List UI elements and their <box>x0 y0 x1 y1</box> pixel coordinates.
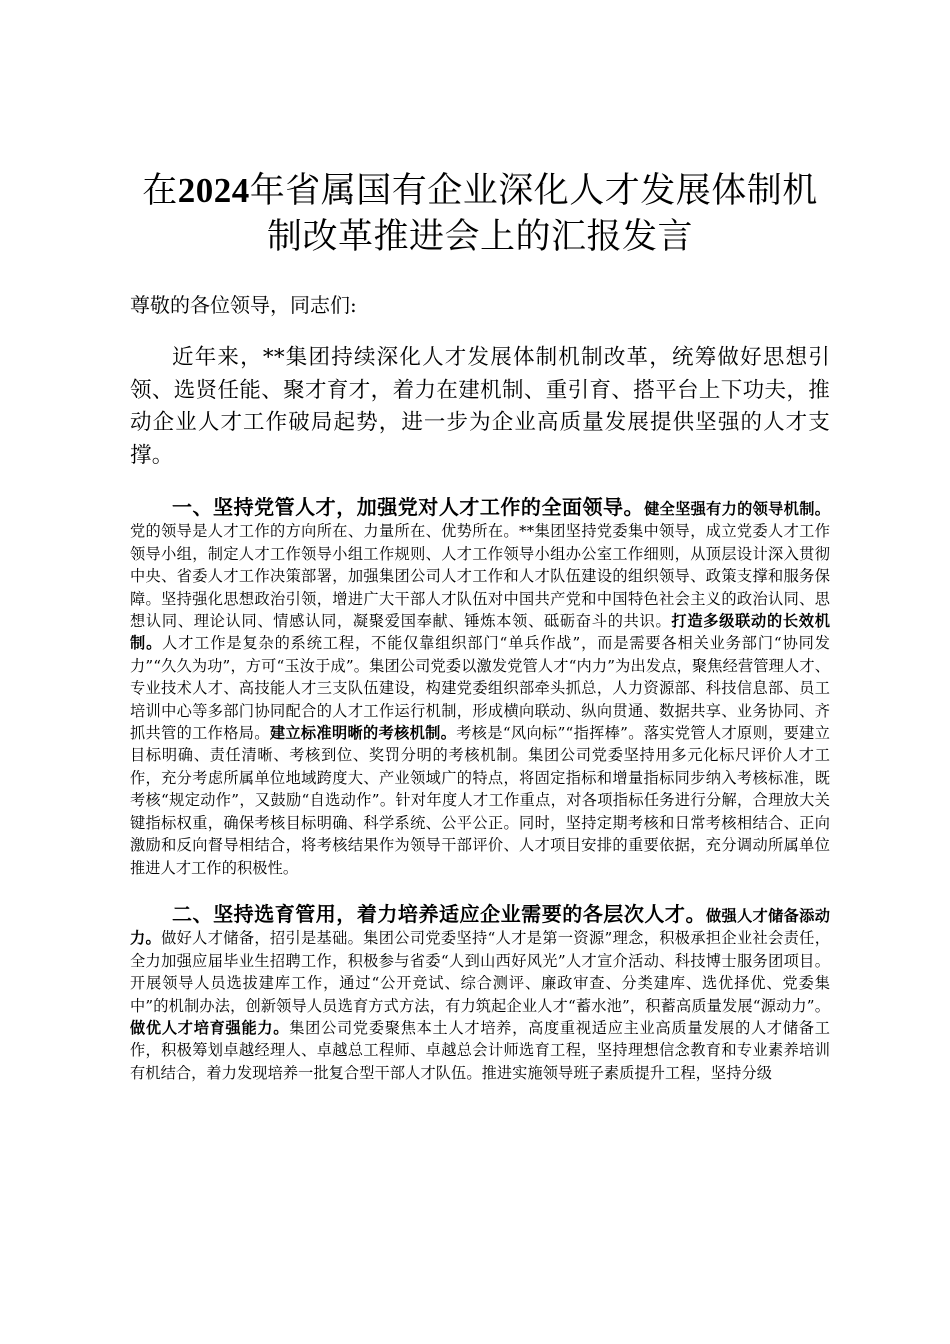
title-line1-rest: 年省属国有企业深化人才发展体制机 <box>249 171 818 211</box>
section-2-lead-2: 做优人才培育强能力。 <box>130 1018 290 1037</box>
section-1-text-3: 考核是“风向标”“指挥棒”。落实党管人才原则，要建立目标明确、责任清晰、考核到位、奖罚分明的考核机制。集团公司党委坚持用多元化标尺评价人才工作，充分考虑所属单位地域跨度大、产业领域广的特点，将固定指标和增量指标同步纳入考核标准，既考核“规定动作”，又鼓励“自选动作”。针对年度人才工作重点，对各项指标任务进行分解，合理放大关键指标权重，确保考核目标明确、科学系统、公平公正。同时，坚持定期考核和日常考核相结合、正向激励和反向督导相结合，将考核结果作为领导干部评价、人才项目安排的重要依据，充分调动所属单位推进人才工作的积极性。 <box>130 724 830 877</box>
section-1-heading: 一、坚持党管人才，加强党对人才工作的全面领导。 <box>172 495 645 519</box>
section-1-text-1: 党的领导是人才工作的方向所在、力量所在、优势所在。**集团坚持党委集中领导，成立党委人才工作领导小组，制定人才工作领导小组工作规则、人才工作领导小组办公室工作细则，从顶层设计深入贯彻中央、省委人才工作决策部署，加强集团公司人才工作和人才队伍建设的组织领导、政策支撑和服务保障。坚持强化思想政治引领，增进广大干部人才队伍对中国共产党和中国特色社会主义的政治认同、思想认同、理论认同、情感认同，凝聚爱国奉献、锤炼本领、砥砺奋斗的共识。 <box>130 522 830 631</box>
section-2-text-2: 集团公司党委聚焦本土人才培养，高度重视适应主业高质量发展的人才储备工作，积极筹划卓越经理人、卓越总工程师、卓越总会计师选育工程，坚持理想信念教育和专业素养培训有机结合，着力发现培养一批复合型干部人才队伍。推进实施领导班子素质提升工程，坚持分级 <box>130 1018 830 1082</box>
section-1-lead-2: 打造多级联动的长效机制。 <box>130 612 831 653</box>
section-2-text-1: 做好人才储备，招引是基础。集团公司党委坚持“人才是第一资源”理念，积极承担企业社会责任，全力加强应届毕业生招聘工作，积极参与省委“人到山西好风光”人才宣介活动、科技博士服务团项目。开展领导人员选拔建库工作，通过“公开竞试、综合测评、廉政审查、分类建库、选优择优、党委集中”的机制办法，创新领导人员选育方式方法，有力筑起企业人才“蓄水池”，积蓄高质量发展“源动力”。 <box>130 929 830 1015</box>
title-year: 2024 <box>177 171 250 210</box>
title-line2: 制改革推进会上的汇报发言 <box>266 217 693 257</box>
salutation: 尊敬的各位领导，同志们: <box>130 293 357 317</box>
section-1-text-2: 人才工作是复杂的系统工程，不能仅靠组织部门“单兵作战”，而是需要各相关业务部门“协同发力”“久久为功”，方可“玉汝于成”。集团公司党委以激发党管人才“内力”为出发点，聚焦经营管理人才、专业技术人才、高技能人才三支队伍建设，构建党委组织部牵头抓总，人力资源部、科技信息部、员工培训中心等多部门协同配合的人才工作运行机制，形成横向联动、纵向贯通、数据共享、业务协同、齐抓共管的工作格局。 <box>130 634 831 743</box>
section-1-lead-1: 健全坚强有力的领导机制。 <box>644 500 831 518</box>
title-prefix: 在 <box>142 171 178 211</box>
intro-paragraph: 近年来，**集团持续深化人才发展体制机制改革，统筹做好思想引领、选贤任能、聚才育才，着力在建机制、重引育、搭平台上下功夫，推动企业人才工作破局起势，进一步为企业高质量发展提供坚强的人才支撑。 <box>130 345 830 468</box>
document-title <box>130 168 830 260</box>
section-2-heading: 二、坚持选育管用，着力培养适应企业需要的各层次人才。 <box>172 901 707 926</box>
section-2-lead-1: 做强人才储备添动力。 <box>130 906 830 948</box>
section-2-paragraph <box>130 903 830 1084</box>
document-page <box>130 0 830 1084</box>
section-1-lead-3: 建立标准明晰的考核机制。 <box>269 724 457 743</box>
section-1-paragraph <box>130 496 830 879</box>
